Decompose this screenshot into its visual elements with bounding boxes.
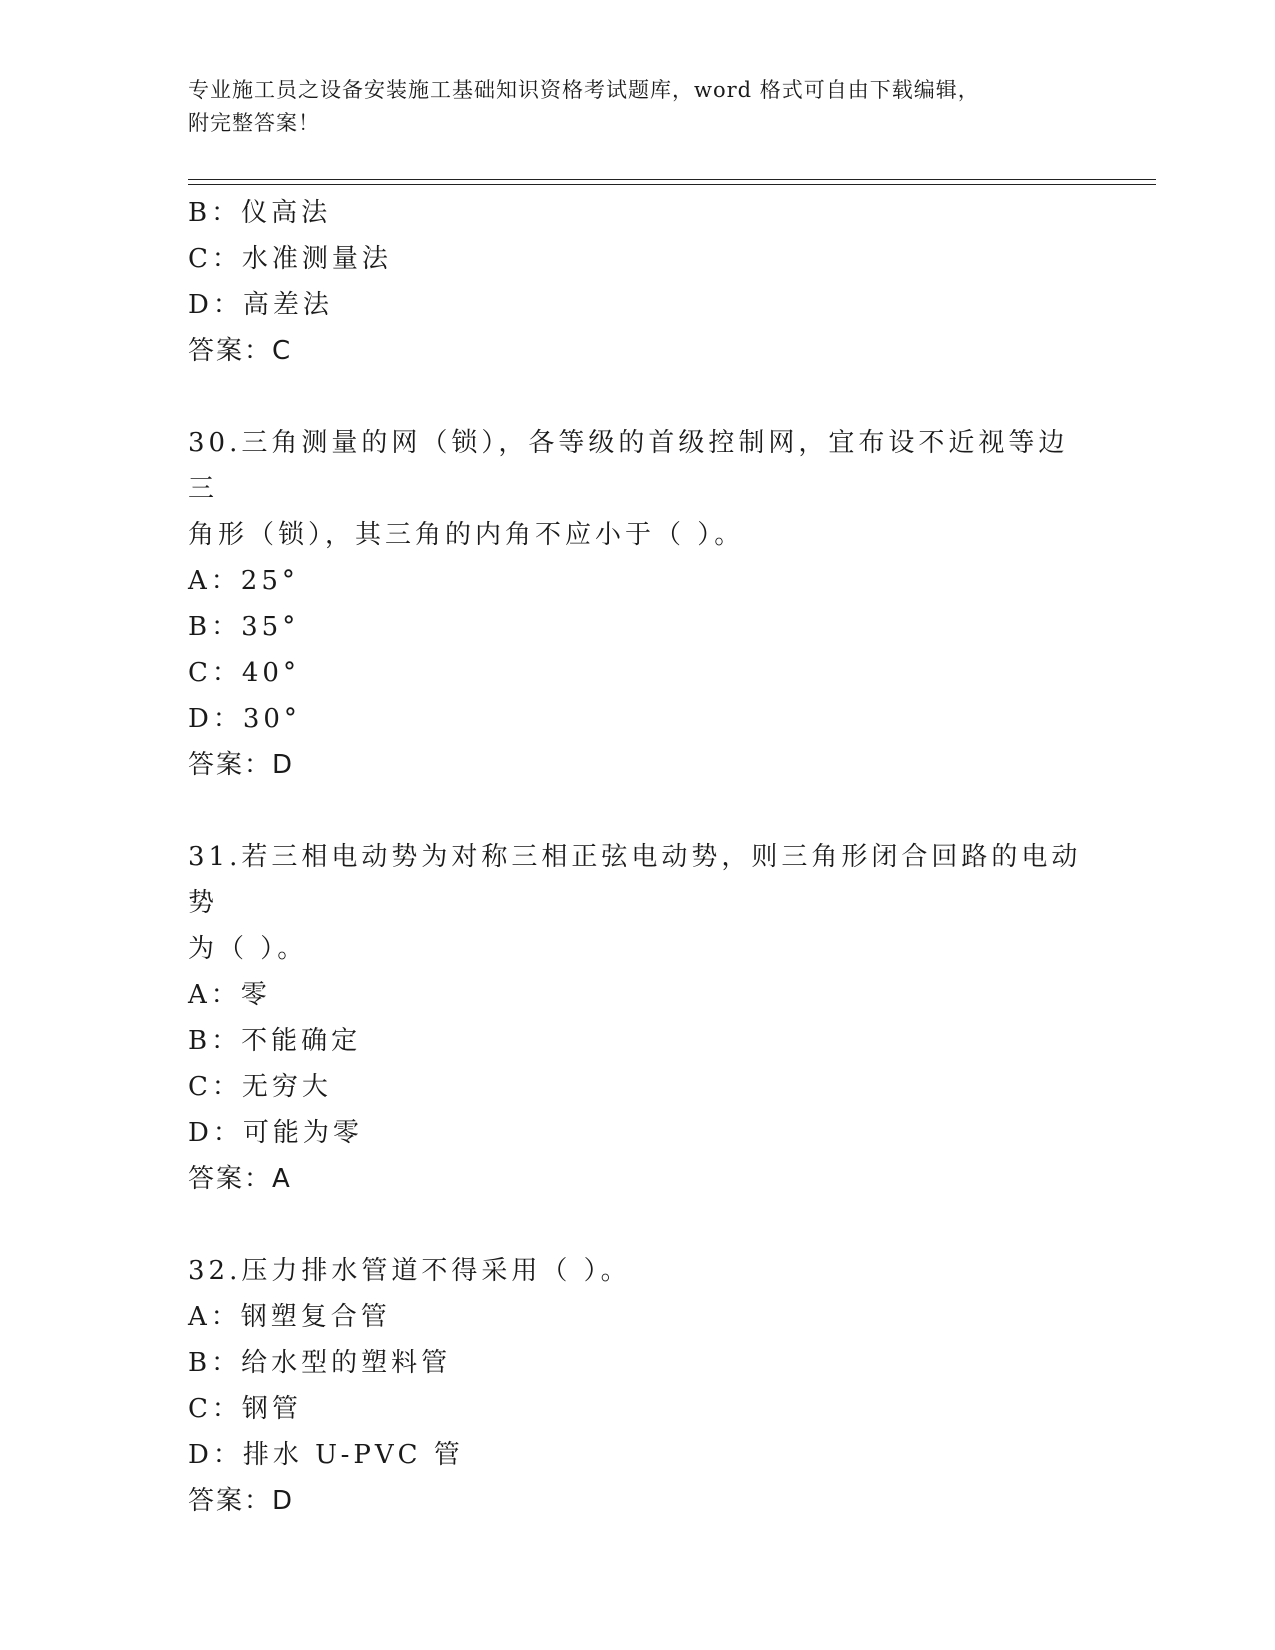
spacer (188, 374, 1088, 420)
answer-line: 答案：D (188, 1486, 295, 1516)
question-31 (188, 834, 1088, 1202)
header-line-1: 专业施工员之设备安装施工基础知识资格考试题库，word 格式可自由下载编辑， (188, 78, 980, 102)
option-a: A：25° (188, 566, 299, 596)
answer-line: 答案：D (188, 750, 295, 780)
question-stem-line: 30.三角测量的网（锁），各等级的首级控制网，宜布设不近视等边三 (188, 428, 1069, 504)
spacer (188, 1202, 1088, 1248)
option-c: C：无穷大 (188, 1072, 332, 1102)
option-d: D：排水 U-PVC 管 (188, 1440, 464, 1470)
question-stem-line: 为（ ）。 (188, 934, 308, 964)
option-b: B：给水型的塑料管 (188, 1348, 452, 1378)
document-header (188, 74, 1088, 140)
option-a: A：零 (188, 980, 271, 1010)
question-32 (188, 1248, 1088, 1524)
question-stem-line: 角形（锁），其三角的内角不应小于（ ）。 (188, 520, 745, 550)
option-b: B：仪高法 (188, 198, 332, 228)
question-stem-line: 32.压力排水管道不得采用（ ）。 (188, 1256, 631, 1286)
option-b: B：35° (188, 612, 300, 642)
option-c: C：钢管 (188, 1394, 302, 1424)
answer-line: 答案：C (188, 336, 293, 366)
option-d: D：30° (188, 704, 301, 734)
question-stem-line: 31.若三相电动势为对称三相正弦电动势，则三角形闭合回路的电动势 (188, 842, 1082, 918)
option-c: C：40° (188, 658, 300, 688)
header-rule-bottom (188, 184, 1156, 185)
header-line-2: 附完整答案！ (188, 111, 320, 135)
question-30 (188, 420, 1088, 788)
previous-question-tail (188, 190, 1088, 374)
header-rule-top (188, 179, 1156, 180)
option-d: D：可能为零 (188, 1118, 363, 1148)
option-d: D：高差法 (188, 290, 333, 320)
option-b: B：不能确定 (188, 1026, 362, 1056)
spacer (188, 788, 1088, 834)
option-c: C：水准测量法 (188, 244, 392, 274)
document-body (188, 190, 1088, 1524)
option-a: A：钢塑复合管 (188, 1302, 391, 1332)
answer-line: 答案：A (188, 1164, 292, 1194)
